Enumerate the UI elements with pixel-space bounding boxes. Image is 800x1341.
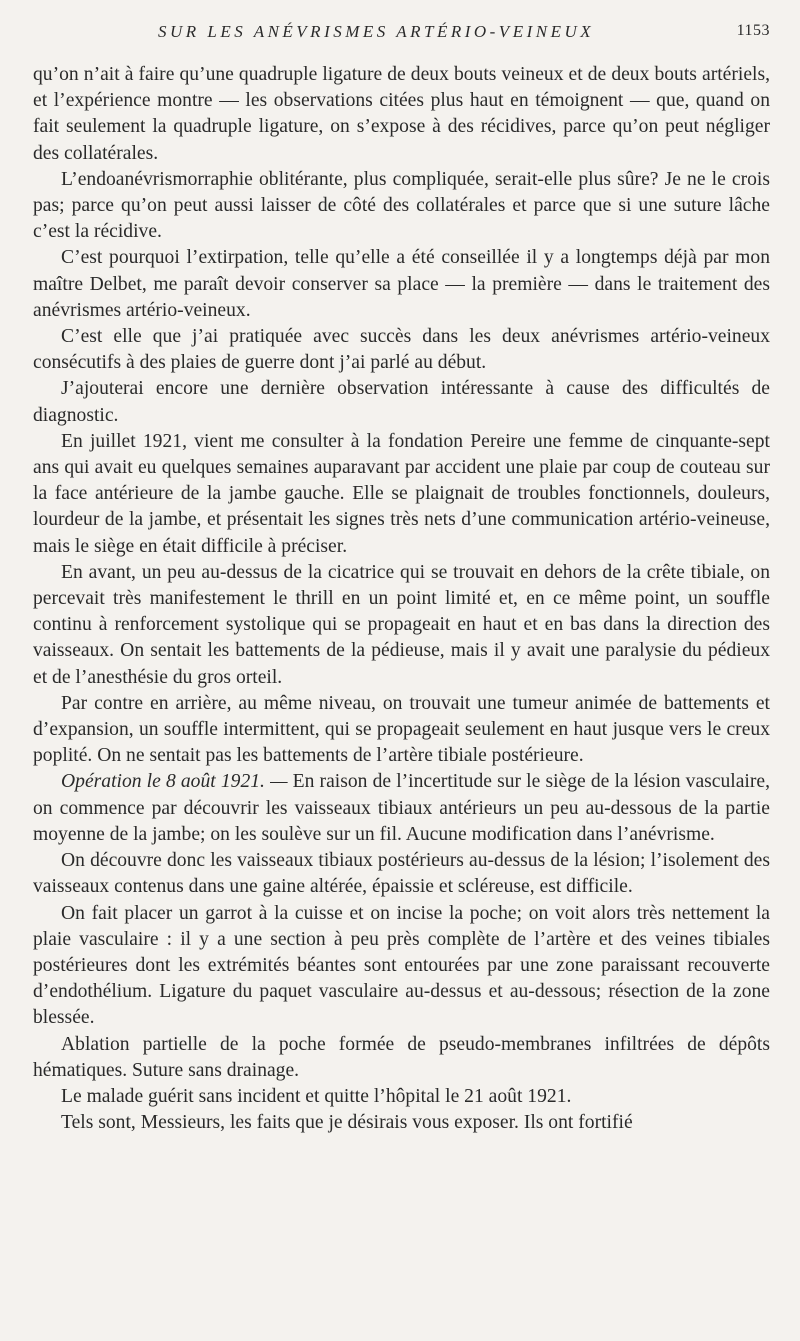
body-text [33, 62, 770, 1136]
paragraph: Ablation partielle de la poche formée de pseudo-membranes infiltrées de dépôts hématiques. Suture sans drainage. [33, 1033, 770, 1081]
running-head [33, 18, 770, 52]
operation-text: En raison de l’incertitude sur le siège de la lésion vasculaire, on commence par découvrir les vaisseaux tibiaux antérieurs un peu au-dessous de la partie moyenne de la jambe; on les soulève sur un fil. Aucune modification dans l’anévrisme. [33, 771, 770, 845]
paragraph: Le malade guérit sans incident et quitte l’hôpital le 21 août 1921. [61, 1085, 572, 1107]
operation-paragraph [33, 769, 770, 848]
running-title: SUR LES ANÉVRISMES ARTÉRIO-VEINEUX [158, 22, 595, 41]
paragraph: Par contre en arrière, au même niveau, on trouvait une tumeur animée de battements et d’expansion, un souffle intermittent, qui se propageait seulement en haut jusque vers le creux poplité. On ne sentait pas les battements de l’artère tibiale postérieure. [33, 692, 770, 767]
paragraph: L’endoanévrismorraphie oblitérante, plus compliquée, serait-elle plus sûre? Je ne le crois pas; parce qu’on peut aussi laisser de côté des collatérales et parce que si une suture lâche c’est la récidive. [33, 168, 770, 243]
operation-label: Opération le 8 août 1921. — [61, 771, 288, 793]
paragraph: J’ajouterai encore une dernière observation intéressante à cause des difficultés de diagnostic. [33, 378, 770, 426]
paragraph: qu’on n’ait à faire qu’une quadruple ligature de deux bouts veineux et de deux bouts artériels, et l’expérience montre — les observations citées plus haut en témoignent — que, quand on fait seulement la quadruple ligature, on s’expose à des récidives, parce qu’on peut négliger des collatérales. [33, 64, 770, 164]
paragraph: On découvre donc les vaisseaux tibiaux postérieurs au-dessus de la lésion; l’isolement des vaisseaux contenus dans une gaine altérée, épaissie et scléreuse, est difficile. [33, 850, 770, 898]
paragraph: On fait placer un garrot à la cuisse et on incise la poche; on voit alors très nettement la plaie vasculaire : il y a une section à peu près complète de l’artère et des veines tibiales postérieures dont les extrémités béantes sont entourées par une zone paraissant recouverte d’endothélium. Ligature du paquet vasculaire au-dessus et au-dessous; résection de la zone blessée. [33, 902, 770, 1029]
paragraph: C’est pourquoi l’extirpation, telle qu’elle a été conseillée il y a longtemps déjà par mon maître Delbet, me paraît devoir conserver sa place — la première — dans le traitement des anévrismes artério-veineux. [33, 247, 770, 321]
paragraph: C’est elle que j’ai pratiquée avec succès dans les deux anévrismes artério-veineux consécutifs à des plaies de guerre dont j’ai parlé au début. [33, 326, 770, 374]
paragraph: Tels sont, Messieurs, les faits que je désirais vous exposer. Ils ont fortifié [61, 1112, 633, 1134]
paragraph: En juillet 1921, vient me consulter à la fondation Pereire une femme de cinquante-sept ans qui avait eu quelques semaines auparavant par accident une plaie par coup de couteau sur la face antérieure de la jambe gauche. Elle se plaignait de troubles fonctionnels, douleurs, lourdeur de la jambe, et présentait les signes très nets d’une communication artério-veineuse, mais le siège en était difficile à préciser. [33, 430, 770, 557]
paragraph: En avant, un peu au-dessus de la cicatrice qui se trouvait en dehors de la crête tibiale, on percevait très manifestement le thrill en un point limité et, en ce même point, un souffle continu à renforcement systolique qui se propageait en haut et en bas dans la direction des vaisseaux. On sentait les battements de la pédieuse, mais il y avait une paralysie du pédieux et de l’anesthésie du gros orteil. [33, 561, 770, 688]
page-number: 1153 [736, 22, 770, 39]
